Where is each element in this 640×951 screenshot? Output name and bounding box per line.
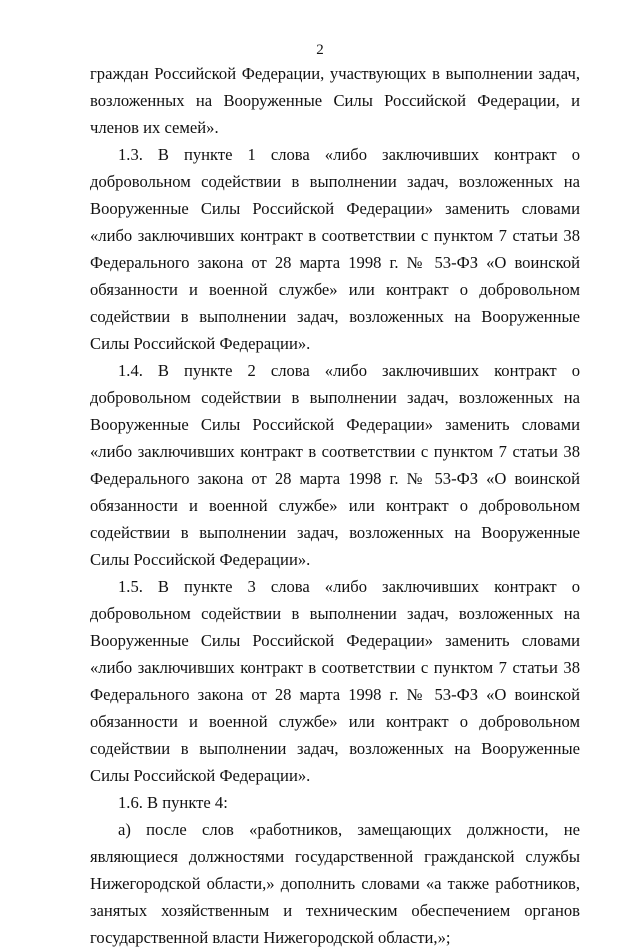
paragraph-continuation: граждан Российской Федерации, участвующих в выполнении задач, возложенных на Вооруженные Силы Российской Федерации, и членов их семей». [90,64,580,137]
paragraph-1-3: 1.3. В пункте 1 слова «либо заключивших контракт о добровольном содействии в выполнении задач, возложенных на Вооруженные Силы Российской Федерации» заменить словами «либо заключивших контракт в соответствии с пунктом 7 статьи 38 Федерального закона от 28 марта 1998 г. № 53-ФЗ «О воинской обязанности и военной службе» или контракт о добровольном содействии в выполнении задач, возложенных на Вооруженные Силы Российской Федерации». [90,145,580,353]
paragraph-1-6: 1.6. В пункте 4: [118,793,228,812]
paragraph-1-4: 1.4. В пункте 2 слова «либо заключивших контракт о добровольном содействии в выполнении задач, возложенных на Вооруженные Силы Российской Федерации» заменить словами «либо заключивших контракт в соответствии с пунктом 7 статьи 38 Федерального закона от 28 марта 1998 г. № 53-ФЗ «О воинской обязанности и военной службе» или контракт о добровольном содействии в выполнении задач, возложенных на Вооруженные Силы Российской Федерации». [90,361,580,569]
paragraph-1-5: 1.5. В пункте 3 слова «либо заключивших контракт о добровольном содействии в выполнении задач, возложенных на Вооруженные Силы Российской Федерации» заменить словами «либо заключивших контракт в соответствии с пунктом 7 статьи 38 Федерального закона от 28 марта 1998 г. № 53-ФЗ «О воинской обязанности и военной службе» или контракт о добровольном содействии в выполнении задач, возложенных на Вооруженные Силы Российской Федерации». [90,577,580,785]
page-number: 2 [316,42,324,58]
paragraph-1-6-a: а) после слов «работников, замещающих должности, не являющиеся должностями государственной гражданской службы Нижегородской области,» дополнить словами «а также работников, занятых хозяйственным и техническим обеспечением органов государственной власти Нижегородской области,»; [90,820,580,947]
document-body [90,60,580,951]
